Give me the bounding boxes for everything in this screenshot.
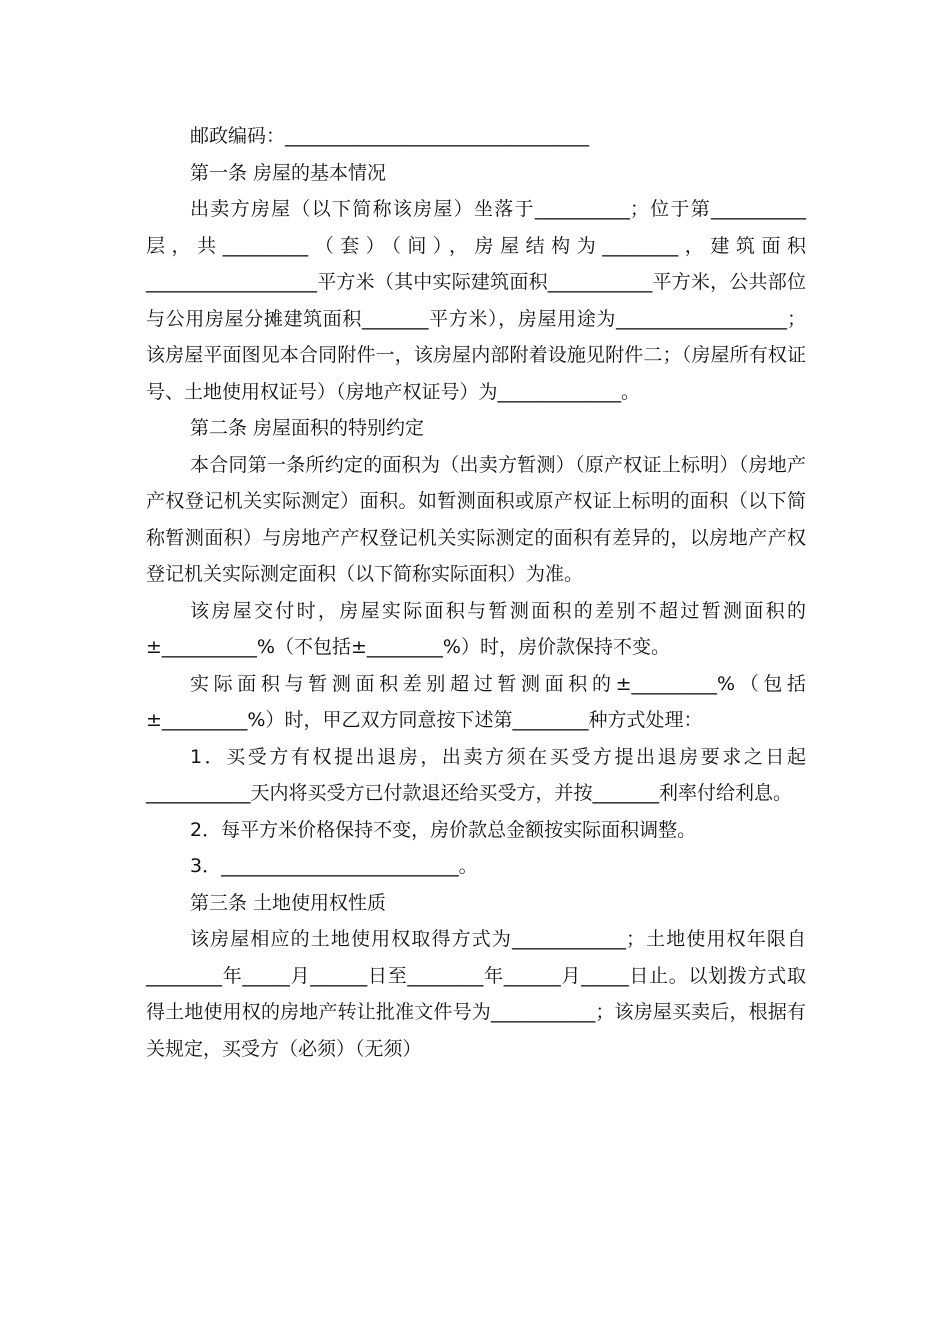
article-2-option-1: 1．买受方有权提出退房，出卖方须在买受方提出退房要求之日起___________天内将买受方已付款退还给买受方，并按_______利率付给利息。 xyxy=(146,745,806,804)
article-1-title: 第一条 房屋的基本情况 xyxy=(190,161,387,184)
article-1-body: 出卖方房屋（以下简称该房屋）坐落于__________；位于第__________层，共_________（套）（间），房屋结构为________，建筑面积__________________平方米（其中实际建筑面积___________平方米，公共部位与公用房屋分摊建筑面积_______平方米），房屋用途为__________________；该房屋平面图见本合同附件一，该房屋内部附着设施见附件二；（房屋所有权证号、土地使用权证号）（房地产权证号）为_____________。 xyxy=(146,198,806,403)
article-2-title: 第二条 房屋面积的特别约定 xyxy=(190,417,425,439)
postal-code-line: 邮政编码：________________________________ xyxy=(190,125,590,147)
article-3-title: 第三条 土地使用权性质 xyxy=(190,891,387,914)
article-2-paragraph-3: 实际面积与暂测面积差别超过暂测面积的±_________%（包括±_________%）时，甲乙双方同意按下述第________种方式处理： xyxy=(146,672,806,731)
article-2-paragraph-1: 本合同第一条所约定的面积为（出卖方暂测）（原产权证上标明）（房地产产权登记机关实际测定）面积。如暂测面积或原产权证上标明的面积（以下简称暂测面积）与房地产产权登记机关实际测定的面积有差异的，以房地产产权登记机关实际测定面积（以下简称实际面积）为准。 xyxy=(146,453,806,585)
article-3-body: 该房屋相应的土地使用权取得方式为____________；土地使用权年限自________年_____月______日至________年______月_____日止。以划拨方式取得土地使用权的房地产转让批准文件号为___________；该房屋买卖后，根据有关规定，买受方（必须）（无须） xyxy=(146,928,806,1060)
article-2-paragraph-2: 该房屋交付时，房屋实际面积与暂测面积的差别不超过暂测面积的±__________%（不包括±________%）时，房价款保持不变。 xyxy=(146,599,806,658)
article-2-option-3: 3．_________________________。 xyxy=(190,855,478,877)
contract-page xyxy=(146,118,806,1067)
article-2-option-2: 2．每平方米价格保持不变，房价款总金额按实际面积调整。 xyxy=(190,818,697,841)
